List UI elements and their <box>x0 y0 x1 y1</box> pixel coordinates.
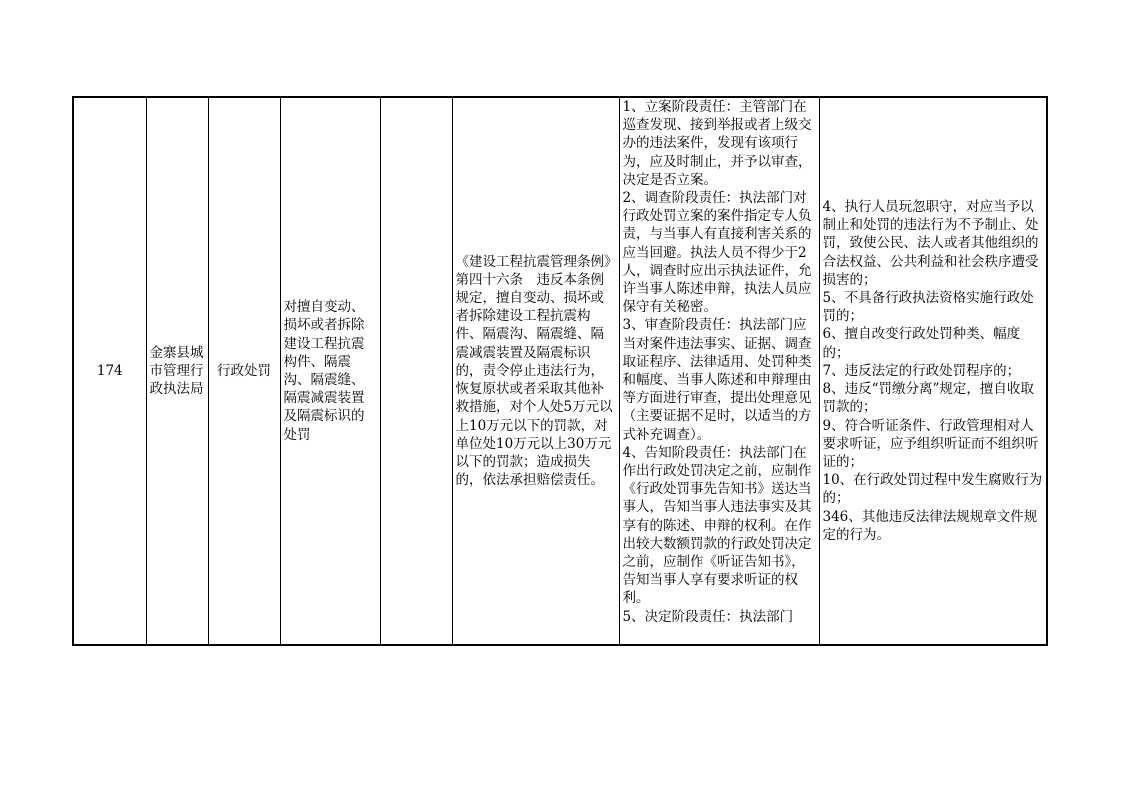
accountability-item: 7、违反法定的行政处罚程序的； <box>822 362 1021 379</box>
responsibility-notification: 4、告知阶段责任：执法部门在作出行政处罚决定之前，应制作《行政处罚事先告知书》送达当事人，告知当事人违法事实及其享有的陈述、申辩的权利。在作出较大数额罚款的行政处罚决定之前，应制作《听证告知书》，告知当事人享有要求听证的权利。 <box>622 444 812 607</box>
accountability-item: 9、符合听证条件、行政管理相对人要求听证，应予组织听证而不组织听证的； <box>822 417 1039 470</box>
accountability-item: 5、不具备行政执法资格实施行政处罚的； <box>822 290 1034 325</box>
table-row <box>73 97 1047 645</box>
department-cell: 金寨县城市管理行政执法局 <box>146 97 208 645</box>
responsibility-table <box>72 96 1048 646</box>
responsibility-list <box>623 98 816 644</box>
sub-item-cell <box>380 97 452 645</box>
accountability-item: 6、擅自改变行政处罚种类、幅度的； <box>822 326 1021 361</box>
responsibility-review: 3、审查阶段责任：执法部门应当对案件违法事实、证据、调查取证程序、法律适用、处罚种类和幅度、当事人陈述和申辩理由等方面进行审查，提出处理意见（主要证据不足时，以适当的方式补充调查）。 <box>622 317 812 443</box>
legal-basis-cell: 《建设工程抗震管理条例》第四十六条 违反本条例规定，擅自变动、损坏或者拆除建设工程抗震构件、隔震沟、隔震缝、隔震减震装置及隔震标识的，责令停止违法行为，恢复原状或者采取其他补救措施，对个人处5万元以上10万元以下的罚款，对单位处10万元以上30万元以下的罚款；造成损失的，依法承担赔偿责任。 <box>452 97 619 645</box>
power-category-cell: 行政处罚 <box>208 97 280 645</box>
accountability-item: 10、在行政处罚过程中发生腐败行为的； <box>822 472 1043 507</box>
accountability-cell <box>819 97 1047 645</box>
accountability-item: 4、执行人员玩忽职守，对应当予以制止和处罚的违法行为不予制止、处罚，致使公民、法人或者其他组织的合法权益、公共利益和社会秩序遭受损害的； <box>822 199 1039 288</box>
row-number: 174 <box>73 97 146 645</box>
responsibility-decision: 5、决定阶段责任：执法部门 <box>622 608 794 625</box>
power-item-name-cell: 对擅自变动、损坏或者拆除建设工程抗震构件、隔震沟、隔震缝、隔震减震装置及隔震标识的处罚 <box>280 97 380 645</box>
responsibility-investigation: 2、调查阶段责任：执法部门对行政处罚立案的案件指定专人负责，与当事人有直接利害关系的应当回避。执法人员不得少于2人，调查时应出示执法证件，允许当事人陈述申辩，执法人员应保守有关秘密。 <box>622 190 812 316</box>
responsibility-filing: 1、立案阶段责任：主管部门在巡查发现、接到举报或者上级交办的违法案件，发现有该项行为，应及时制止，并予以审查，决定是否立案。 <box>622 99 812 188</box>
accountability-item: 346、其他违反法律法规规章文件规定的行为。 <box>822 508 1038 543</box>
accountability-item: 8、违反“罚缴分离”规定，擅自收取罚款的； <box>822 381 1034 416</box>
responsibility-stages-cell <box>619 97 819 645</box>
